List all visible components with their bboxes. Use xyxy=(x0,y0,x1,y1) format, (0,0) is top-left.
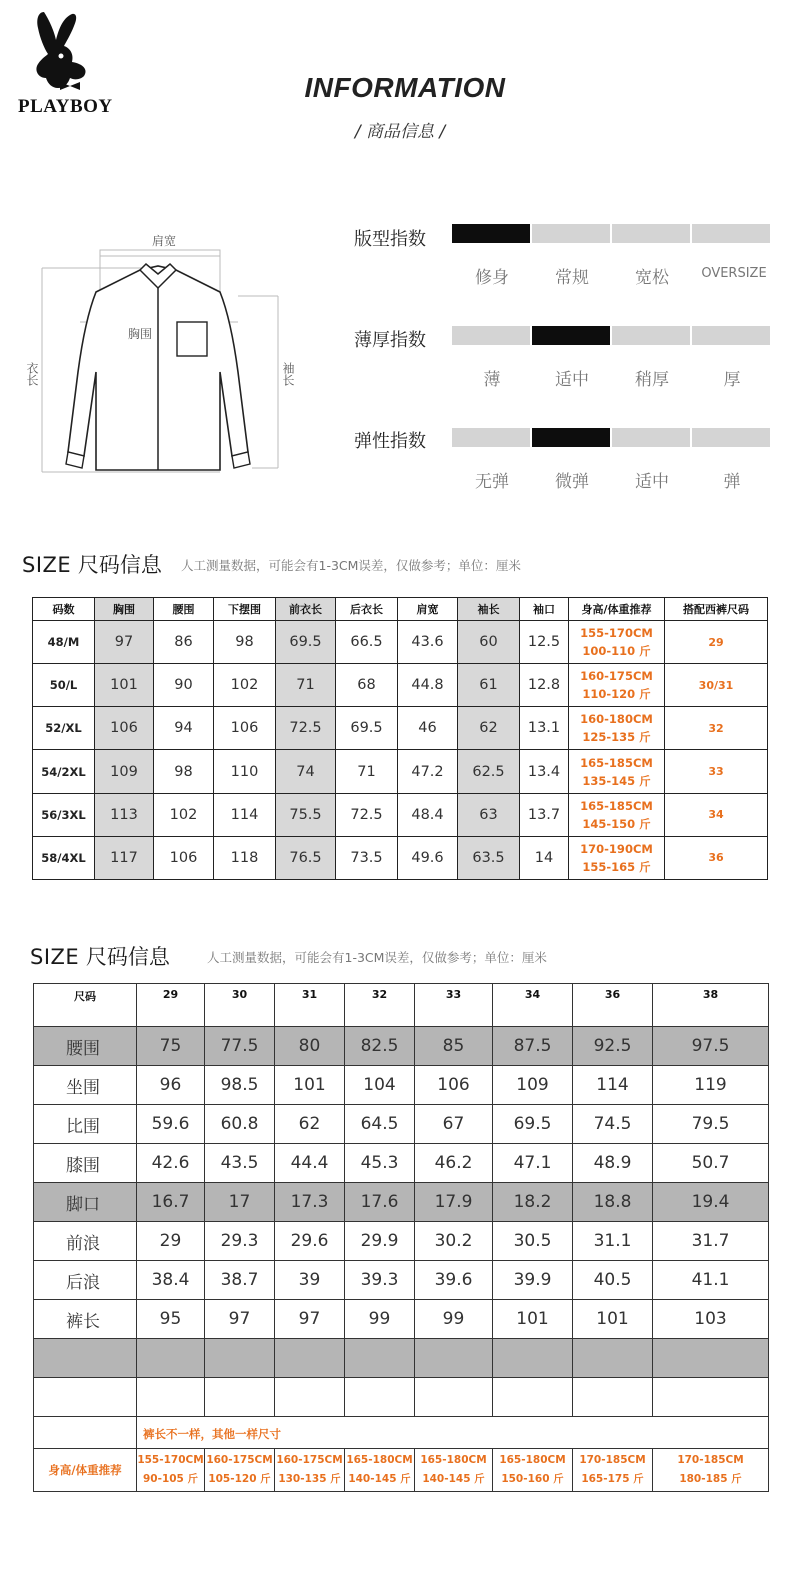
value-cell: 106 xyxy=(154,836,214,879)
value-cell: 43.5 xyxy=(205,1144,275,1183)
value-cell: 98 xyxy=(154,750,214,793)
value-cell: 59.6 xyxy=(137,1105,205,1144)
rec-label: 身高/体重推荐 xyxy=(34,1449,137,1492)
value-cell: 29.6 xyxy=(275,1222,345,1261)
rec-height: 155-170CM xyxy=(137,1454,204,1466)
column-header: 下摆围 xyxy=(214,598,276,621)
value-cell: 62 xyxy=(275,1105,345,1144)
elasticity-index-options xyxy=(452,467,782,491)
value-cell: 46.2 xyxy=(415,1144,493,1183)
table-row xyxy=(33,793,768,836)
thickness-index-bar xyxy=(452,326,772,346)
value-cell: 31.7 xyxy=(653,1222,769,1261)
value-cell: 50.7 xyxy=(653,1144,769,1183)
elasticity-option: 无弹 xyxy=(475,472,509,492)
elasticity-option: 适中 xyxy=(635,472,669,492)
size-cell: 52/XL xyxy=(33,707,95,750)
value-cell: 104 xyxy=(345,1066,415,1105)
size-header: 30 xyxy=(205,984,275,1027)
rec-height: 165-180CM xyxy=(420,1454,487,1466)
value-cell: 19.4 xyxy=(653,1183,769,1222)
column-header: 搭配西裤尺码 xyxy=(665,598,768,621)
rec-cell xyxy=(345,1449,415,1492)
recommendation-cell xyxy=(569,664,665,707)
fit-option: 常规 xyxy=(555,268,589,288)
value-cell: 101 xyxy=(275,1066,345,1105)
row-label: 比围 xyxy=(34,1105,137,1144)
sleeve-label: 袖长 xyxy=(281,362,295,386)
value-cell: 98.5 xyxy=(205,1066,275,1105)
rec-height: 165-185CM xyxy=(580,755,653,770)
value-cell: 86 xyxy=(154,621,214,664)
value-cell: 62 xyxy=(458,707,520,750)
value-cell: 12.8 xyxy=(520,664,569,707)
table-row xyxy=(33,750,768,793)
pants-size-cell: 34 xyxy=(665,793,768,836)
fit-option: 宽松 xyxy=(635,268,669,288)
value-cell: 77.5 xyxy=(205,1027,275,1066)
table-row-empty xyxy=(34,1378,769,1417)
pants-size-cell: 36 xyxy=(665,836,768,879)
pants-size-cell: 32 xyxy=(665,707,768,750)
rec-height: 160-175CM xyxy=(206,1454,273,1466)
shirt-diagram xyxy=(20,222,320,492)
value-cell: 106 xyxy=(415,1066,493,1105)
value-cell: 117 xyxy=(95,836,154,879)
value-cell: 41.1 xyxy=(653,1261,769,1300)
table-row xyxy=(34,1066,769,1105)
rec-cell xyxy=(205,1449,275,1492)
column-header: 码数 xyxy=(33,598,95,621)
recommendation-cell xyxy=(569,750,665,793)
value-cell: 101 xyxy=(573,1300,653,1339)
rec-cell xyxy=(275,1449,345,1492)
value-cell: 62.5 xyxy=(458,750,520,793)
rec-weight: 140-145 斤 xyxy=(422,1473,485,1485)
brand-logo xyxy=(14,8,126,123)
value-cell: 13.1 xyxy=(520,707,569,750)
rec-cell xyxy=(653,1449,769,1492)
value-cell: 47.2 xyxy=(398,750,458,793)
fit-index-label: 版型指数 xyxy=(354,229,426,250)
value-cell: 14 xyxy=(520,836,569,879)
value-cell: 102 xyxy=(214,664,276,707)
column-header: 腰围 xyxy=(154,598,214,621)
rec-weight: 135-145 斤 xyxy=(582,773,651,788)
value-cell: 99 xyxy=(415,1300,493,1339)
size2-title-en: SIZE xyxy=(30,945,80,969)
row-label: 裤长 xyxy=(34,1300,137,1339)
column-header: 袖长 xyxy=(458,598,520,621)
value-cell: 63.5 xyxy=(458,836,520,879)
thickness-option: 适中 xyxy=(555,370,589,390)
shirt-size-table xyxy=(32,597,768,880)
table-row xyxy=(34,1027,769,1066)
size-cell: 50/L xyxy=(33,664,95,707)
value-cell: 69.5 xyxy=(336,707,398,750)
elasticity-bar-0 xyxy=(452,428,530,447)
value-cell: 109 xyxy=(493,1066,573,1105)
value-cell: 97 xyxy=(205,1300,275,1339)
column-header: 前衣长 xyxy=(276,598,336,621)
size1-title-en: SIZE xyxy=(22,553,72,577)
table-row xyxy=(34,1183,769,1222)
rec-weight: 90-105 斤 xyxy=(142,1473,199,1485)
pants-size-table xyxy=(33,983,769,1492)
value-cell: 17.6 xyxy=(345,1183,415,1222)
value-cell: 114 xyxy=(573,1066,653,1105)
elasticity-bar-3 xyxy=(692,428,770,447)
value-cell: 48.4 xyxy=(398,793,458,836)
size1-heading xyxy=(22,549,162,579)
elasticity-bar-2 xyxy=(612,428,690,447)
page-subtitle: / 商品信息 / xyxy=(354,122,446,142)
note-cell xyxy=(137,1417,769,1449)
length-label: 衣长 xyxy=(25,362,39,386)
value-cell: 85 xyxy=(415,1027,493,1066)
value-cell: 39.3 xyxy=(345,1261,415,1300)
value-cell: 114 xyxy=(214,793,276,836)
value-cell: 29.3 xyxy=(205,1222,275,1261)
rec-height: 155-170CM xyxy=(580,626,653,641)
value-cell: 87.5 xyxy=(493,1027,573,1066)
thickness-bar-3 xyxy=(692,326,770,345)
size-cell: 48/M xyxy=(33,621,95,664)
rec-weight: 130-135 斤 xyxy=(278,1473,341,1485)
value-cell: 82.5 xyxy=(345,1027,415,1066)
page-title: INFORMATION xyxy=(304,72,506,103)
recommendation-cell xyxy=(569,836,665,879)
value-cell: 109 xyxy=(95,750,154,793)
recommendation-cell xyxy=(569,793,665,836)
value-cell: 74 xyxy=(276,750,336,793)
pants-size-cell: 29 xyxy=(665,621,768,664)
rec-cell xyxy=(493,1449,573,1492)
elasticity-bar-1 xyxy=(532,428,610,447)
value-cell: 74.5 xyxy=(573,1105,653,1144)
rec-height: 170-190CM xyxy=(580,841,653,856)
size1-note: 人工测量数据，可能会有1-3CM误差，仅做参考；单位：厘米 xyxy=(181,558,521,573)
value-cell: 49.6 xyxy=(398,836,458,879)
thickness-option: 薄 xyxy=(483,370,501,390)
value-cell: 110 xyxy=(214,750,276,793)
value-cell: 106 xyxy=(95,707,154,750)
size-header: 36 xyxy=(573,984,653,1027)
table-row xyxy=(34,1144,769,1183)
length-note: 裤长不一样，其他一样尺寸 xyxy=(143,1426,281,1441)
thickness-option: 厚 xyxy=(723,370,741,390)
value-cell: 72.5 xyxy=(336,793,398,836)
value-cell: 118 xyxy=(214,836,276,879)
thickness-index-options xyxy=(452,365,782,389)
rec-weight: 100-110 斤 xyxy=(582,644,651,659)
value-cell: 12.5 xyxy=(520,621,569,664)
value-cell: 76.5 xyxy=(276,836,336,879)
value-cell: 90 xyxy=(154,664,214,707)
column-header: 后衣长 xyxy=(336,598,398,621)
value-cell: 94 xyxy=(154,707,214,750)
column-header: 袖口 xyxy=(520,598,569,621)
rec-height: 170-185CM xyxy=(579,1454,646,1466)
size-header: 29 xyxy=(137,984,205,1027)
value-cell: 17.3 xyxy=(275,1183,345,1222)
value-cell: 13.4 xyxy=(520,750,569,793)
brand-name: PLAYBOY xyxy=(18,96,113,117)
elasticity-option: 弹 xyxy=(723,472,741,492)
size-cell: 56/3XL xyxy=(33,793,95,836)
value-cell: 64.5 xyxy=(345,1105,415,1144)
thickness-bar-1 xyxy=(532,326,610,345)
table-row xyxy=(33,707,768,750)
value-cell: 60 xyxy=(458,621,520,664)
table-row-empty xyxy=(34,1339,769,1378)
rec-height: 165-185CM xyxy=(580,798,653,813)
value-cell: 40.5 xyxy=(573,1261,653,1300)
size2-heading xyxy=(30,941,170,971)
value-cell: 42.6 xyxy=(137,1144,205,1183)
size1-title-cn: 尺码信息 xyxy=(77,553,162,577)
value-cell: 39.6 xyxy=(415,1261,493,1300)
value-cell: 101 xyxy=(493,1300,573,1339)
value-cell: 13.7 xyxy=(520,793,569,836)
row-label: 前浪 xyxy=(34,1222,137,1261)
value-cell: 103 xyxy=(653,1300,769,1339)
shirt-icon xyxy=(20,222,320,492)
row-label: 坐围 xyxy=(34,1066,137,1105)
value-cell: 61 xyxy=(458,664,520,707)
value-cell: 113 xyxy=(95,793,154,836)
fit-bar-2 xyxy=(612,224,690,243)
value-cell: 67 xyxy=(415,1105,493,1144)
row-label: 腰围 xyxy=(34,1027,137,1066)
rec-height: 165-180CM xyxy=(499,1454,566,1466)
value-cell: 75 xyxy=(137,1027,205,1066)
pants-size-cell: 33 xyxy=(665,750,768,793)
value-cell: 18.8 xyxy=(573,1183,653,1222)
size-header: 38 xyxy=(653,984,769,1027)
rec-height: 165-180CM xyxy=(346,1454,413,1466)
size-header: 31 xyxy=(275,984,345,1027)
value-cell: 43.6 xyxy=(398,621,458,664)
value-cell: 95 xyxy=(137,1300,205,1339)
rec-height: 160-175CM xyxy=(580,669,653,684)
table-row xyxy=(33,621,768,664)
table-row xyxy=(34,1105,769,1144)
row-label: 脚口 xyxy=(34,1183,137,1222)
value-cell: 69.5 xyxy=(493,1105,573,1144)
rec-height: 170-185CM xyxy=(677,1454,744,1466)
rec-weight: 150-160 斤 xyxy=(501,1473,564,1485)
value-cell: 119 xyxy=(653,1066,769,1105)
table-header-row xyxy=(33,598,768,621)
size-cell: 54/2XL xyxy=(33,750,95,793)
table-note-row xyxy=(34,1417,769,1449)
value-cell: 71 xyxy=(336,750,398,793)
recommendation-cell xyxy=(569,621,665,664)
size-header: 34 xyxy=(493,984,573,1027)
fit-index-bar xyxy=(452,224,772,244)
column-header: 胸围 xyxy=(95,598,154,621)
value-cell: 97 xyxy=(275,1300,345,1339)
elasticity-index-label: 弹性指数 xyxy=(354,431,426,452)
value-cell: 97 xyxy=(95,621,154,664)
thickness-option: 稍厚 xyxy=(635,370,669,390)
rec-cell xyxy=(573,1449,653,1492)
thickness-bar-2 xyxy=(612,326,690,345)
value-cell: 48.9 xyxy=(573,1144,653,1183)
value-cell: 97.5 xyxy=(653,1027,769,1066)
value-cell: 72.5 xyxy=(276,707,336,750)
recommendation-cell xyxy=(569,707,665,750)
value-cell: 29.9 xyxy=(345,1222,415,1261)
value-cell: 17.9 xyxy=(415,1183,493,1222)
rec-weight: 155-165 斤 xyxy=(582,859,651,874)
value-cell: 44.8 xyxy=(398,664,458,707)
column-header: 身高/体重推荐 xyxy=(569,598,665,621)
row-label: 后浪 xyxy=(34,1261,137,1300)
value-cell: 102 xyxy=(154,793,214,836)
value-cell: 39 xyxy=(275,1261,345,1300)
table-row xyxy=(34,1261,769,1300)
elasticity-index-bar xyxy=(452,428,772,448)
value-cell: 96 xyxy=(137,1066,205,1105)
fit-bar-0 xyxy=(452,224,530,243)
value-cell: 98 xyxy=(214,621,276,664)
fit-bar-3 xyxy=(692,224,770,243)
rec-cell xyxy=(137,1449,205,1492)
table-header-row xyxy=(34,984,769,1027)
fit-bar-1 xyxy=(532,224,610,243)
value-cell: 80 xyxy=(275,1027,345,1066)
chest-label: 胸围 xyxy=(128,327,153,341)
corner-header: 尺码 xyxy=(34,984,137,1027)
size2-note: 人工测量数据，可能会有1-3CM误差，仅做参考；单位：厘米 xyxy=(207,950,547,965)
value-cell: 106 xyxy=(214,707,276,750)
value-cell: 30.5 xyxy=(493,1222,573,1261)
thickness-index-label: 薄厚指数 xyxy=(354,330,426,351)
rec-weight: 110-120 斤 xyxy=(582,687,651,702)
value-cell: 63 xyxy=(458,793,520,836)
value-cell: 75.5 xyxy=(276,793,336,836)
rec-weight: 145-150 斤 xyxy=(582,816,651,831)
value-cell: 17 xyxy=(205,1183,275,1222)
size-header: 32 xyxy=(345,984,415,1027)
size-cell: 58/4XL xyxy=(33,836,95,879)
value-cell: 101 xyxy=(95,664,154,707)
value-cell: 69.5 xyxy=(276,621,336,664)
value-cell: 47.1 xyxy=(493,1144,573,1183)
table-row xyxy=(33,836,768,879)
size-header: 33 xyxy=(415,984,493,1027)
column-header: 肩宽 xyxy=(398,598,458,621)
shoulder-label: 肩宽 xyxy=(152,234,177,248)
value-cell: 92.5 xyxy=(573,1027,653,1066)
value-cell: 38.4 xyxy=(137,1261,205,1300)
fit-index-options xyxy=(452,263,782,287)
fit-option: 修身 xyxy=(475,268,509,288)
fit-option: OVERSIZE xyxy=(701,266,767,281)
rec-height: 160-180CM xyxy=(580,712,653,727)
value-cell: 79.5 xyxy=(653,1105,769,1144)
table-row xyxy=(34,1222,769,1261)
rec-height: 160-175CM xyxy=(276,1454,343,1466)
rec-weight: 180-185 斤 xyxy=(679,1473,742,1485)
value-cell: 66.5 xyxy=(336,621,398,664)
value-cell: 38.7 xyxy=(205,1261,275,1300)
recommendation-row xyxy=(34,1449,769,1492)
rec-cell xyxy=(415,1449,493,1492)
value-cell: 16.7 xyxy=(137,1183,205,1222)
value-cell: 44.4 xyxy=(275,1144,345,1183)
rec-weight: 165-175 斤 xyxy=(581,1473,644,1485)
elasticity-option: 微弹 xyxy=(555,472,589,492)
size2-title-cn: 尺码信息 xyxy=(85,945,170,969)
table-row xyxy=(33,664,768,707)
value-cell: 30.2 xyxy=(415,1222,493,1261)
rec-weight: 140-145 斤 xyxy=(348,1473,411,1485)
value-cell: 73.5 xyxy=(336,836,398,879)
value-cell: 45.3 xyxy=(345,1144,415,1183)
value-cell: 71 xyxy=(276,664,336,707)
value-cell: 99 xyxy=(345,1300,415,1339)
value-cell: 68 xyxy=(336,664,398,707)
rec-weight: 125-135 斤 xyxy=(582,730,651,745)
value-cell: 18.2 xyxy=(493,1183,573,1222)
row-label: 膝围 xyxy=(34,1144,137,1183)
value-cell: 39.9 xyxy=(493,1261,573,1300)
value-cell: 31.1 xyxy=(573,1222,653,1261)
value-cell: 46 xyxy=(398,707,458,750)
value-cell: 60.8 xyxy=(205,1105,275,1144)
table-row xyxy=(34,1300,769,1339)
value-cell: 29 xyxy=(137,1222,205,1261)
rec-weight: 105-120 斤 xyxy=(208,1473,271,1485)
thickness-bar-0 xyxy=(452,326,530,345)
pants-size-cell: 30/31 xyxy=(665,664,768,707)
